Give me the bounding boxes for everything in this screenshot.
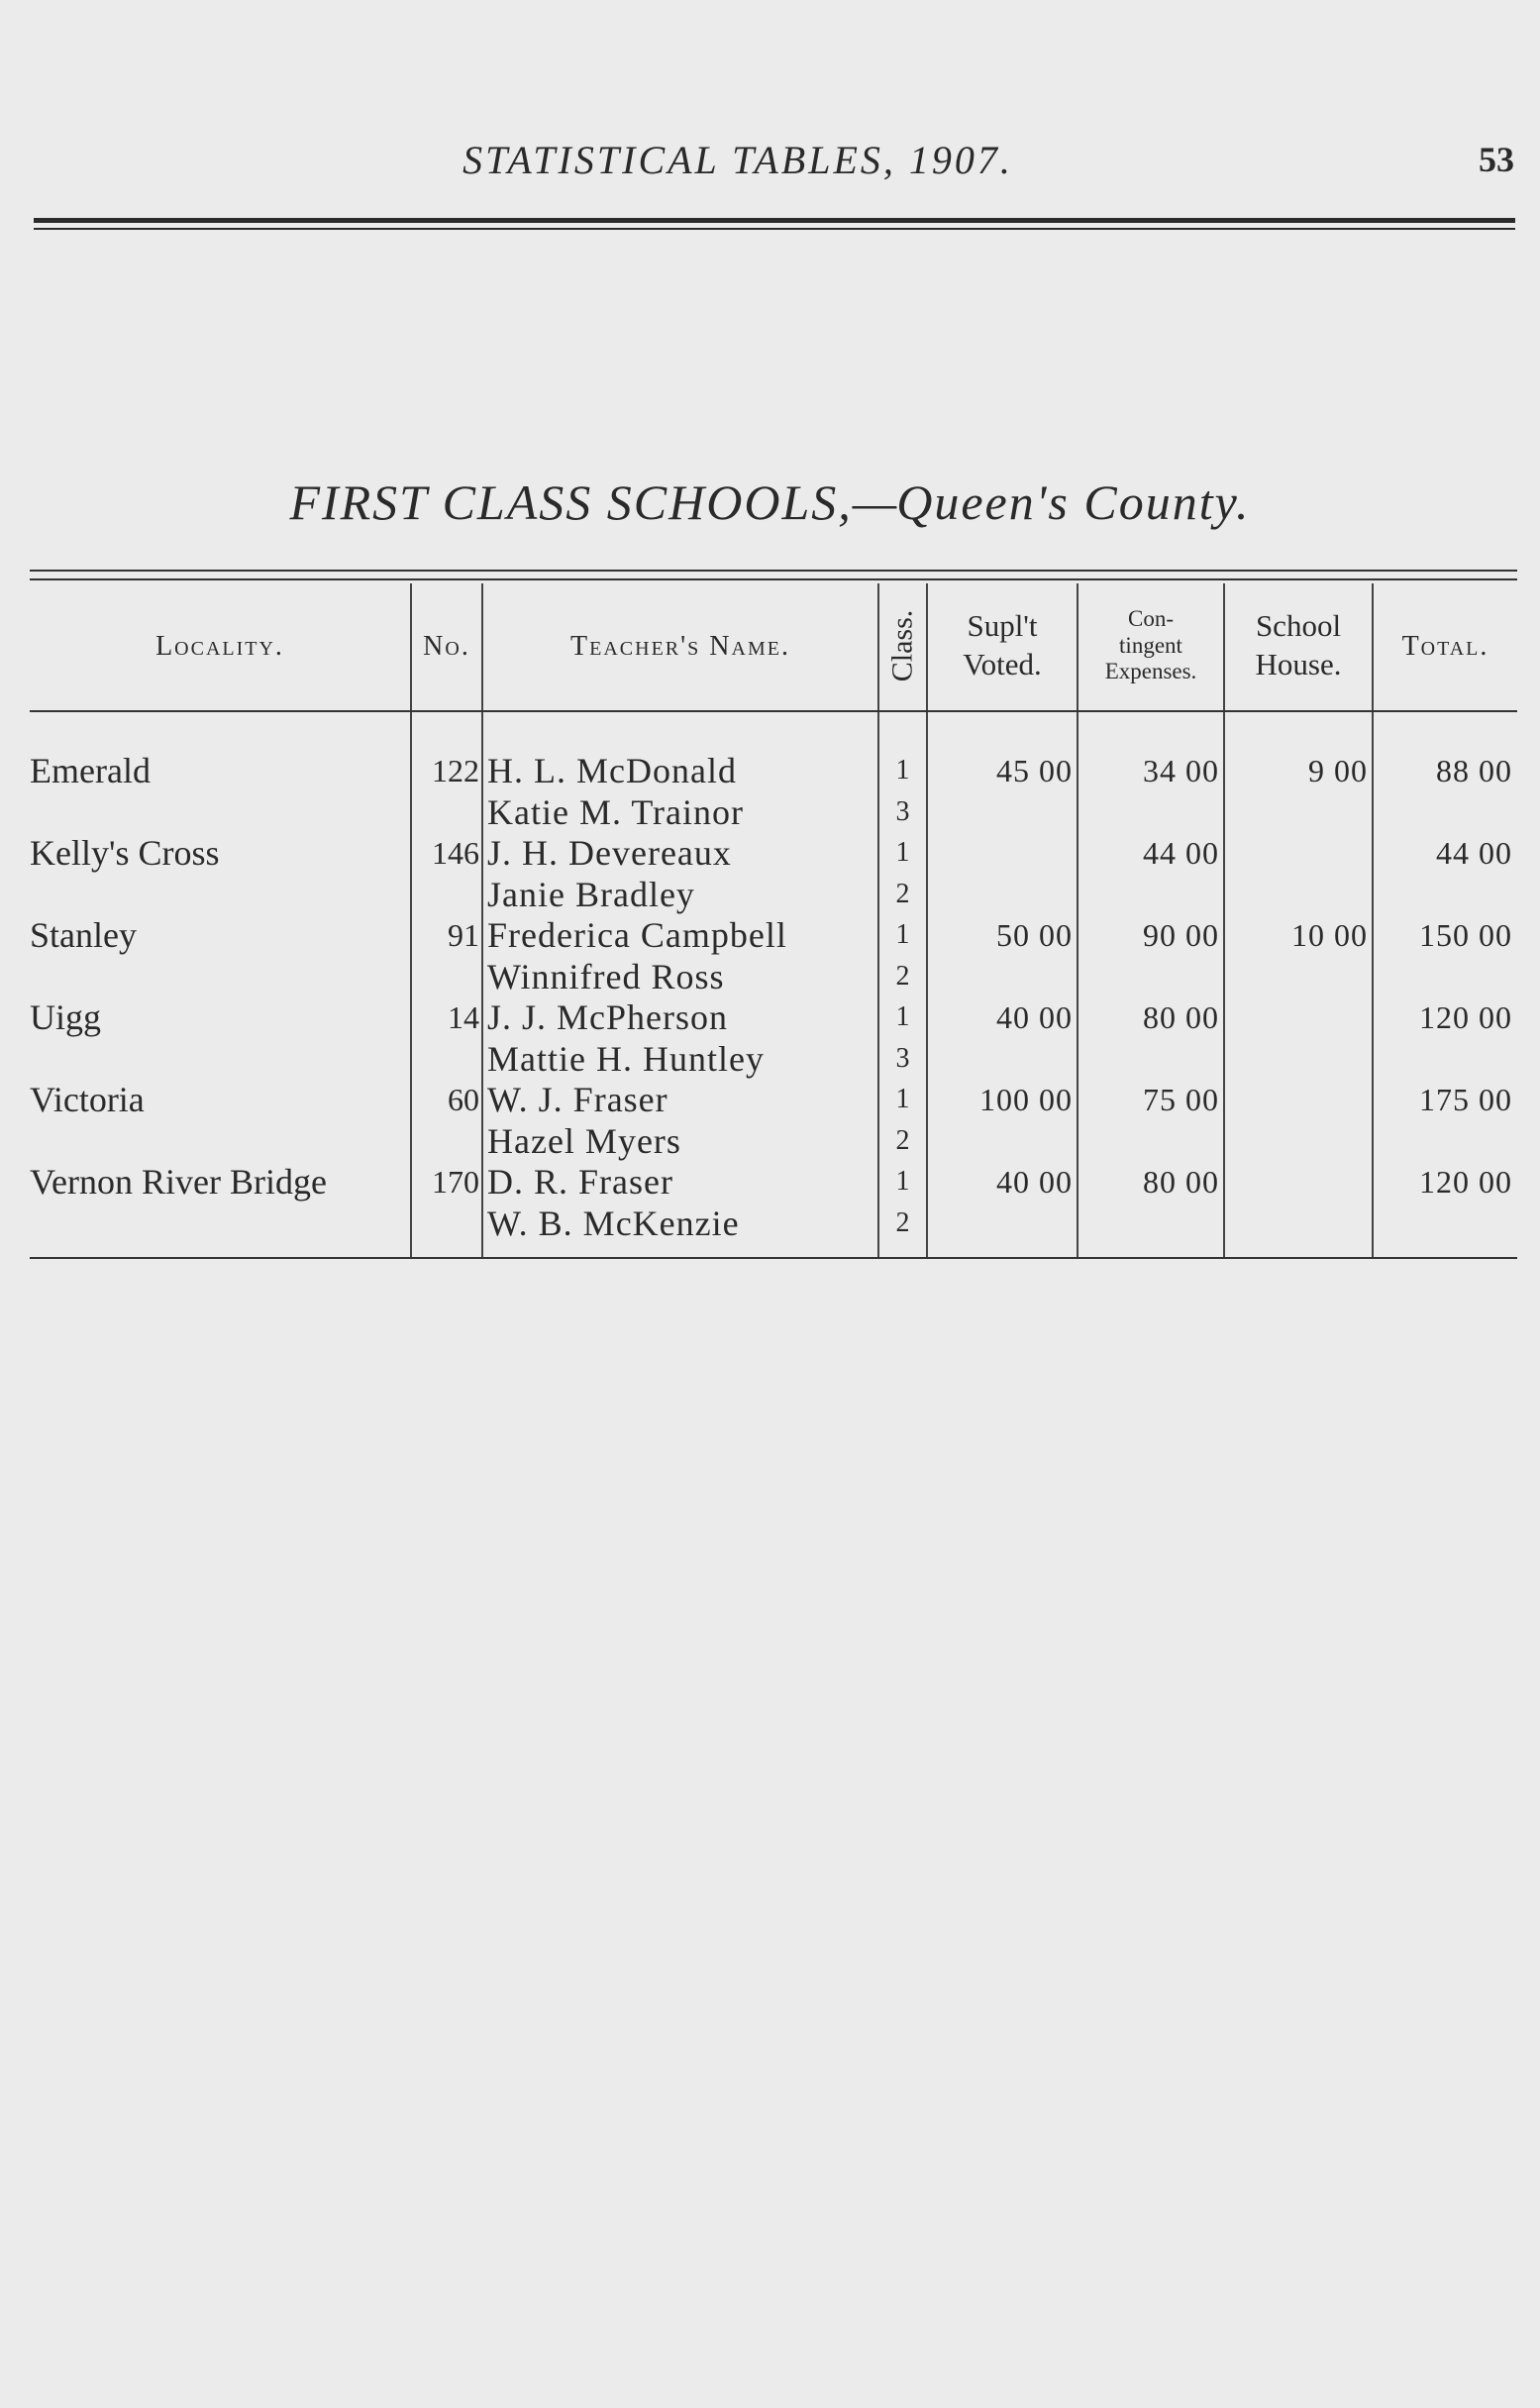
cell-locality: Kelly's Cross — [30, 833, 220, 873]
cell-no — [412, 791, 479, 833]
cell-supl — [928, 1038, 1073, 1080]
cell-total: 120 00 — [1419, 999, 1512, 1035]
header-supl — [928, 587, 1077, 704]
table-top-rule — [30, 570, 1517, 572]
page-number: 53 — [1479, 140, 1514, 179]
cell-cont: 80 00 — [1143, 1164, 1219, 1200]
cell-class: 2 — [895, 960, 910, 992]
header-class — [879, 587, 926, 704]
section-title-separator: — — [852, 474, 897, 530]
cell-locality — [30, 1038, 406, 1080]
cell-total — [1374, 1120, 1512, 1162]
header-school-house — [1225, 587, 1372, 704]
header-supl-line2: Voted. — [963, 647, 1042, 681]
cell-no — [412, 956, 479, 997]
cell-locality: Uigg — [30, 997, 101, 1037]
header-total: Total. — [1401, 630, 1489, 662]
cell-teacher: H. L. McDonald — [487, 751, 737, 790]
cell-cont: 90 00 — [1143, 917, 1219, 953]
cell-school — [1225, 996, 1368, 1038]
cell-class: 2 — [895, 1124, 910, 1156]
table-bottom-rule — [30, 1257, 1517, 1259]
header-no: No. — [423, 630, 470, 662]
cell-school — [1225, 1203, 1368, 1244]
cell-supl — [928, 956, 1073, 997]
cell-no: 122 — [432, 753, 479, 788]
cell-teacher: Mattie H. Huntley — [487, 1038, 765, 1079]
cell-supl: 50 00 — [996, 917, 1073, 953]
page-header — [0, 137, 1540, 196]
cell-school — [1225, 1161, 1368, 1203]
cell-school — [1225, 1079, 1368, 1120]
cell-locality: Emerald — [30, 751, 151, 790]
cell-no: 91 — [448, 917, 479, 953]
cell-total: 44 00 — [1436, 835, 1512, 871]
cell-cont — [1078, 1038, 1219, 1080]
cell-no: 146 — [432, 835, 479, 871]
cell-supl — [928, 791, 1073, 833]
cell-teacher: Janie Bradley — [487, 874, 695, 914]
section-title-main: FIRST CLASS SCHOOLS, — [289, 474, 853, 530]
cell-school — [1225, 791, 1368, 833]
cell-total — [1374, 1203, 1512, 1244]
cell-school — [1225, 874, 1368, 915]
cell-class: 1 — [895, 1166, 910, 1197]
cell-locality — [30, 791, 406, 833]
header-supl-line1: Supl't — [967, 608, 1038, 644]
running-title: STATISTICAL TABLES, 1907. — [462, 138, 1013, 182]
cell-teacher: J. J. McPherson — [487, 997, 729, 1037]
cell-class: 1 — [895, 1001, 910, 1032]
cell-teacher: Hazel Myers — [487, 1120, 681, 1161]
header-school-line2: House. — [1255, 647, 1342, 681]
cell-teacher: W. B. McKenzie — [487, 1203, 740, 1243]
cell-class: 1 — [895, 837, 910, 868]
cell-cont — [1078, 1120, 1219, 1162]
cell-supl — [928, 832, 1073, 874]
cell-locality — [30, 1203, 406, 1244]
cell-locality — [30, 956, 406, 997]
cell-no — [412, 1203, 479, 1244]
cell-school — [1225, 1120, 1368, 1162]
cell-teacher: Frederica Campbell — [487, 915, 787, 955]
cell-total — [1374, 874, 1512, 915]
header-cont-line2: tingent — [1119, 632, 1182, 658]
cell-school — [1225, 1038, 1368, 1080]
header-bottom-rule — [30, 710, 1517, 712]
cell-total: 150 00 — [1419, 917, 1512, 953]
cell-supl — [928, 874, 1073, 915]
cell-cont — [1078, 956, 1219, 997]
header-rule-thick — [34, 218, 1515, 223]
cell-school: 10 00 — [1291, 917, 1368, 953]
table-top-rule-inner — [30, 578, 1517, 580]
cell-supl — [928, 1120, 1073, 1162]
cell-class: 1 — [895, 1084, 910, 1114]
section-title — [0, 473, 1540, 531]
cell-teacher: Katie M. Trainor — [487, 791, 744, 832]
cell-no: 170 — [432, 1164, 479, 1200]
cell-locality — [30, 874, 406, 915]
cell-teacher: W. J. Fraser — [487, 1080, 668, 1119]
header-school-line1: School — [1255, 608, 1342, 644]
cell-school: 9 00 — [1308, 753, 1368, 788]
cell-class: 3 — [895, 1042, 910, 1074]
cell-locality — [30, 1120, 406, 1162]
cell-teacher: J. H. Devereaux — [487, 833, 732, 873]
cell-school — [1225, 832, 1368, 874]
cell-supl: 40 00 — [996, 999, 1073, 1035]
cell-no — [412, 874, 479, 915]
cell-no — [412, 1120, 479, 1162]
header-rule-thin — [34, 228, 1515, 230]
cell-supl: 100 00 — [979, 1082, 1073, 1117]
cell-locality: Vernon River Bridge — [30, 1162, 327, 1202]
cell-cont — [1078, 791, 1219, 833]
section-title-county: Queen's County. — [896, 474, 1251, 530]
cell-class: 2 — [895, 878, 910, 909]
cell-cont: 34 00 — [1143, 753, 1219, 788]
header-teacher: Teacher's Name. — [570, 630, 790, 662]
cell-class: 1 — [895, 755, 910, 785]
cell-cont: 75 00 — [1143, 1082, 1219, 1117]
cell-supl — [928, 1203, 1073, 1244]
cell-supl: 40 00 — [996, 1164, 1073, 1200]
cell-total — [1374, 956, 1512, 997]
cell-locality: Victoria — [30, 1080, 145, 1119]
schools-table — [30, 570, 1517, 1263]
cell-total: 88 00 — [1436, 753, 1512, 788]
cell-cont — [1078, 874, 1219, 915]
header-cont-line1: Con- — [1128, 606, 1174, 632]
cell-class: 2 — [895, 1206, 910, 1238]
cell-cont: 44 00 — [1143, 835, 1219, 871]
cell-no — [412, 1038, 479, 1080]
cell-class: 1 — [895, 919, 910, 950]
cell-school — [1225, 956, 1368, 997]
cell-supl: 45 00 — [996, 753, 1073, 788]
cell-cont: 80 00 — [1143, 999, 1219, 1035]
header-contingent — [1078, 587, 1223, 704]
cell-total — [1374, 791, 1512, 833]
cell-teacher: Winnifred Ross — [487, 956, 725, 996]
cell-locality: Stanley — [30, 915, 137, 955]
cell-no: 14 — [448, 999, 479, 1035]
cell-total — [1374, 1038, 1512, 1080]
cell-total: 175 00 — [1419, 1082, 1512, 1117]
cell-class: 3 — [895, 795, 910, 827]
header-cont-line3: Expenses. — [1104, 659, 1197, 684]
header-class-label: Class. — [885, 609, 919, 682]
cell-no: 60 — [448, 1082, 479, 1117]
cell-total: 120 00 — [1419, 1164, 1512, 1200]
header-locality: Locality. — [155, 630, 284, 662]
cell-cont — [1078, 1203, 1219, 1244]
cell-teacher: D. R. Fraser — [487, 1162, 673, 1202]
